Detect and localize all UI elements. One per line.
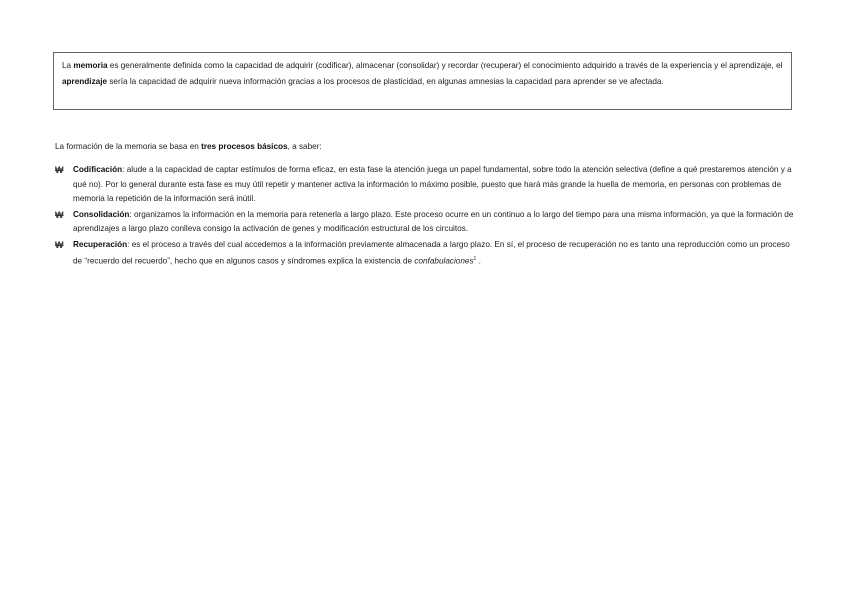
text: La formación de la memoria se basa en [55,142,202,151]
bullet-icon: ₩ [55,165,64,175]
text: es generalmente definida como la capacidad de adquirir (codificar), almacenar (consolidar) y recordar (recuperar) el conocimiento adquirido a través de la experiencia y el aprendizaje, el [107,61,783,70]
intro-paragraph [55,140,322,154]
bullet-icon: ₩ [55,209,64,220]
footnote-ref[interactable]: 1 [473,256,477,263]
term: Codificación [73,165,123,174]
emphasis: tres procesos básicos [201,142,288,151]
description: : organizamos la información en la memoria para retenerla a largo plazo. Este proceso ocurre en un continuo a lo largo del tiempo para una misma información, ya que la formación de aprendizajes a largo plazo conlleva consigo la activación de genes y modificación estructural de los circuitos. [73,209,794,234]
term-aprendizaje: aprendizaje [62,76,108,86]
list-item-codificacion [55,163,795,207]
term: Recuperación [73,239,128,249]
term-memoria: memoria [73,61,108,70]
process-list [55,163,795,270]
list-item-consolidacion [55,208,795,237]
text: sería la capacidad de adquirir nueva información gracias a los procesos de plasticidad, en algunas amnesias la capacidad para aprender se ve afectada. [107,76,664,86]
description: : es el proceso a través del cual accedemos a la información previamente almacenada a largo plazo. En sí, el proceso de recuperación no es tanto una reproducción como un proceso de “recuerdo del recuerdo”, hecho que en algunos casos y síndromes explica la existencia de [73,239,790,266]
bullet-icon: ₩ [55,239,64,250]
text: , a saber: [287,142,322,151]
text: La [62,61,74,70]
text: . [476,256,481,266]
definition-box [53,52,792,110]
list-item-recuperacion [55,238,795,270]
italic-term: confabulaciones [414,256,474,266]
term: Consolidación [73,209,130,219]
description: : alude a la capacidad de captar estímulos de forma eficaz, en esta fase la atención juega un papel fundamental, sobre todo la atención selectiva (define a qué prestaremos atención y a qué no). Por lo general durante esta fase es muy útil repetir y mantener activa la información lo máximo posible, puesto que hará más grande la huella de memoria, en personas con problemas de memoria la repetición de la información será inútil. [73,165,792,204]
